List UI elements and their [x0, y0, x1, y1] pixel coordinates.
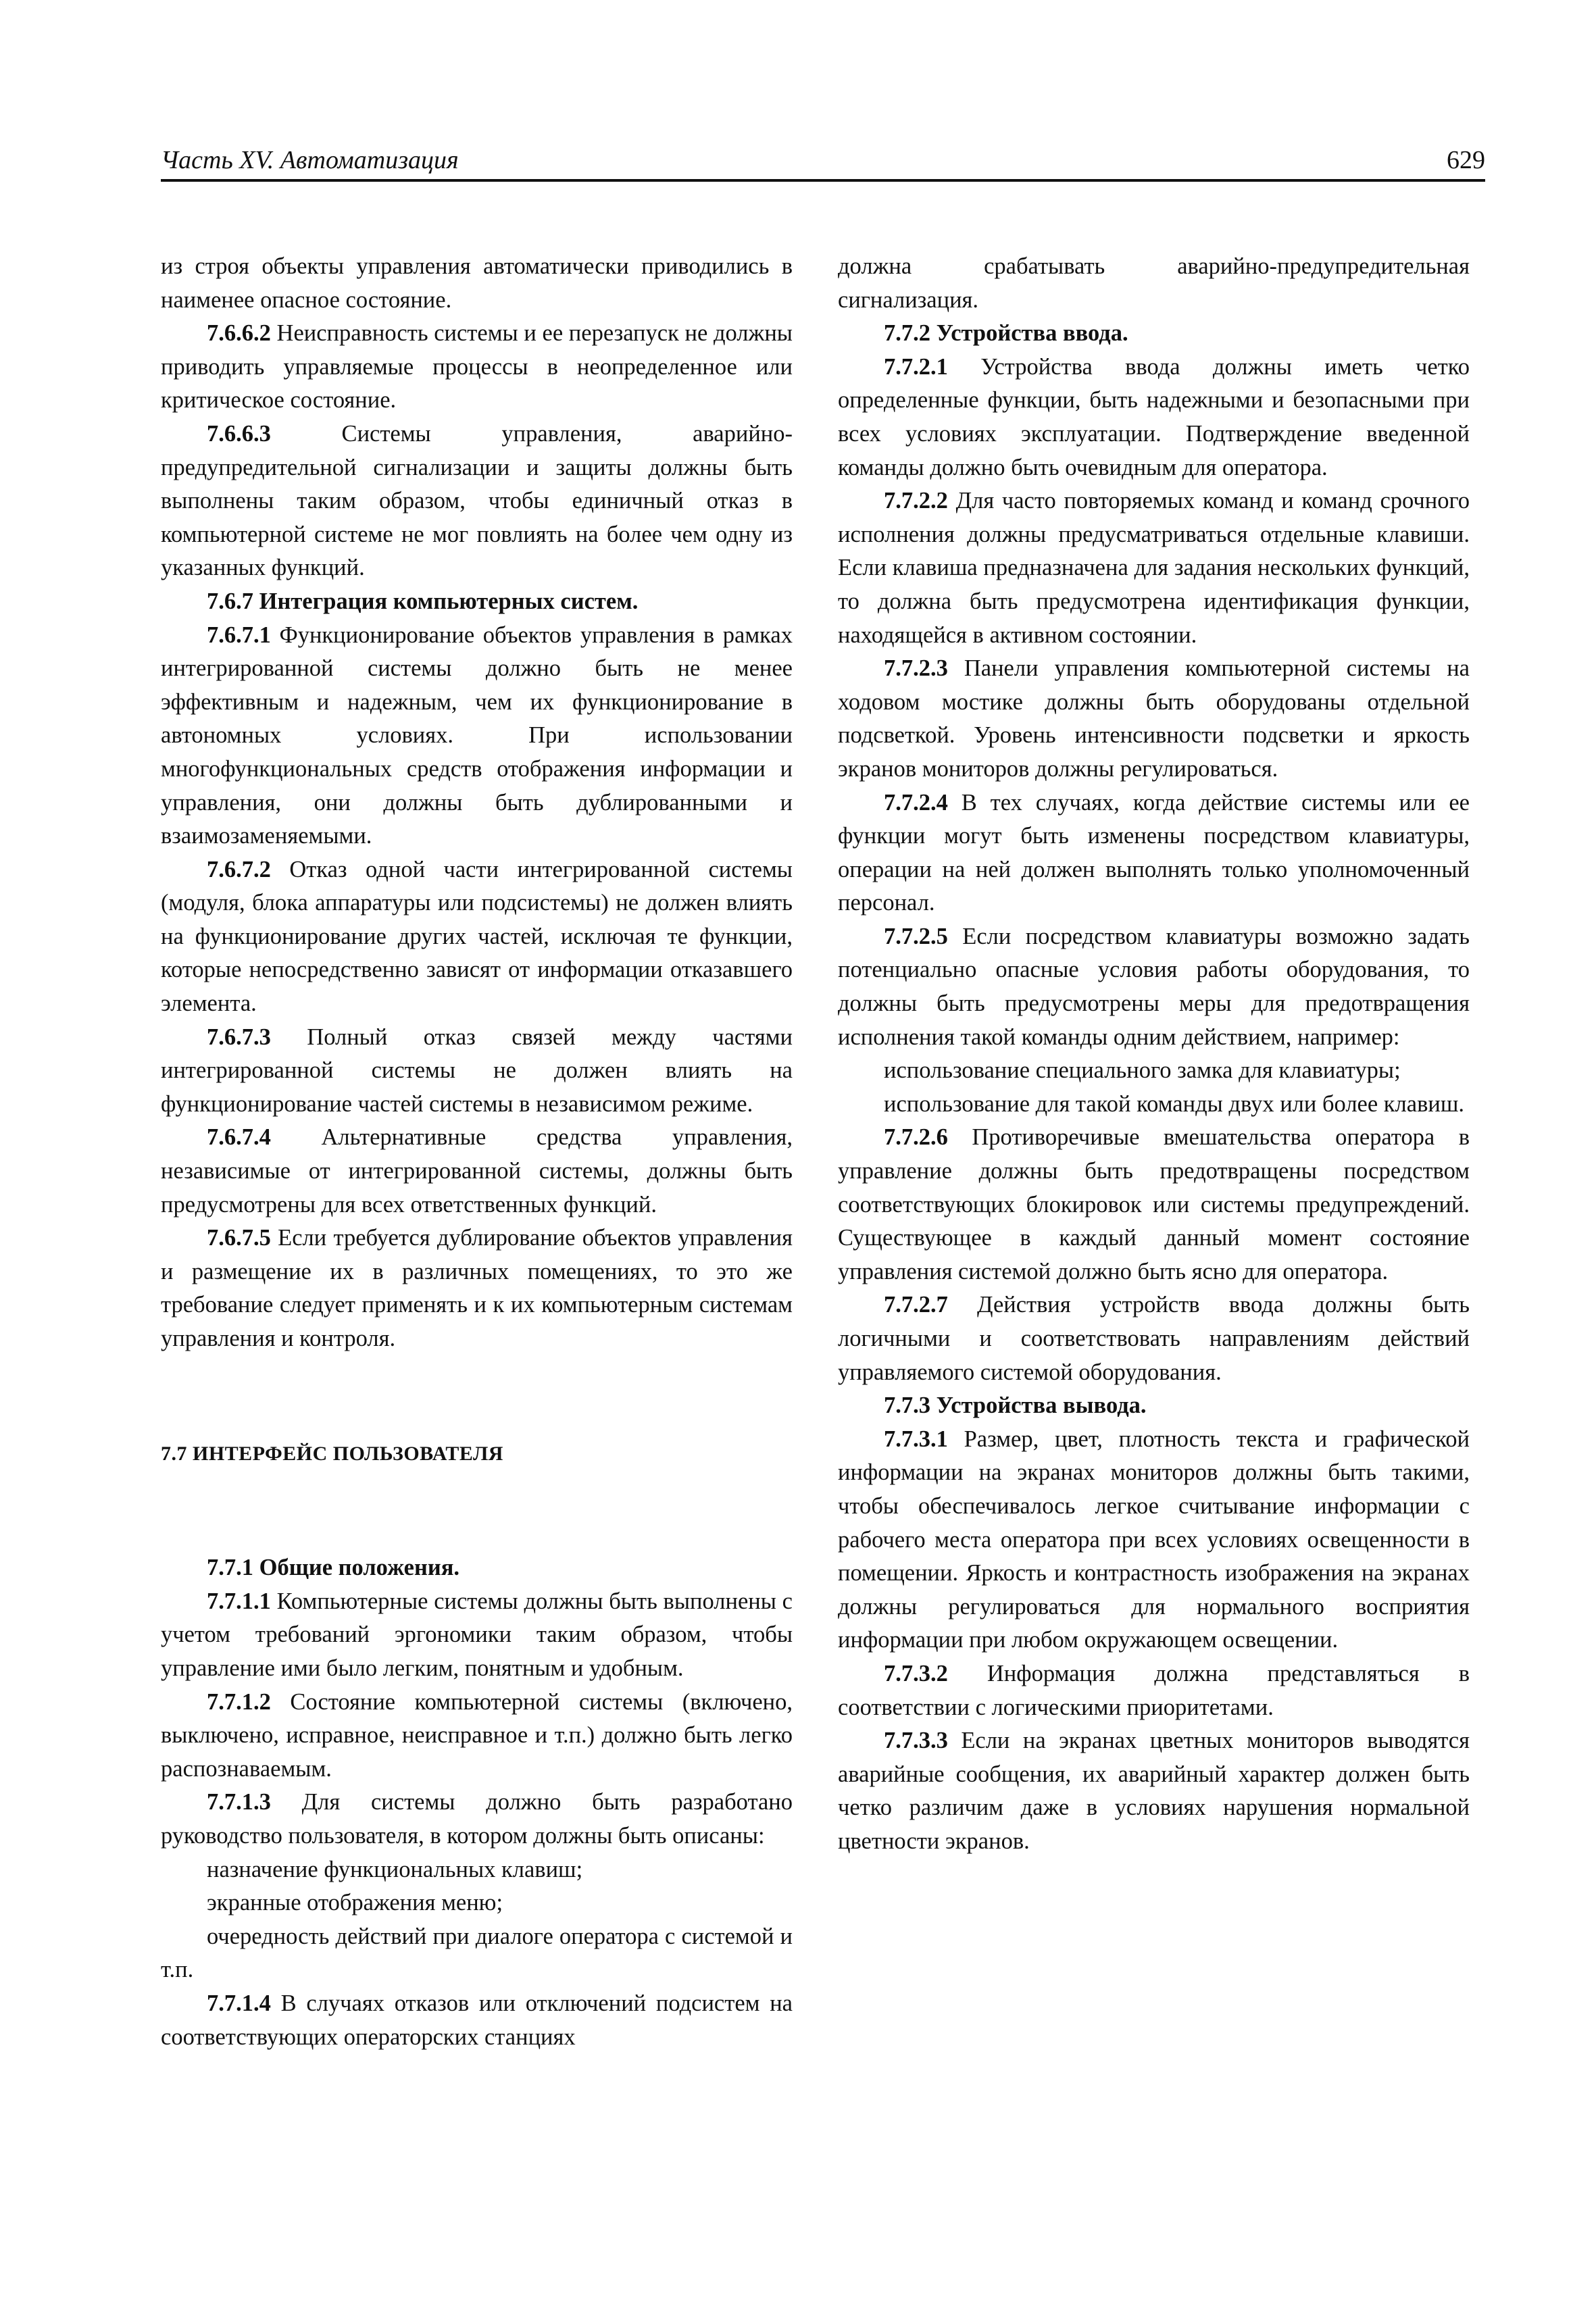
paragraph-7-6-7-1: 7.6.7.1 Функционирование объектов управления в рамках интегрированной системы должно быть не менее эффективным и надежным, чем их функционирование в автономных условиях. При использовании многофункциональных средств отображения информации и управления, они должны быть дублированными и взаимозаменяемыми.	[161, 622, 793, 849]
paragraph: из строя объекты управления автоматически приводились в наименее опасное состояние.	[161, 253, 793, 313]
paragraph-7-7-3-3: 7.7.3.3 Если на экранах цветных мониторов выводятся аварийные сообщения, их аварийный характер должен быть четко различим даже в условиях нарушения нормальной цветности экранов.	[838, 1728, 1470, 1854]
paragraph-7-7-2-5: 7.7.2.5 Если посредством клавиатуры возможно задать потенциально опасные условия работы оборудования, то должны быть предусмотрены меры для предотвращения исполнения такой команды одним действием, например:	[838, 923, 1470, 1050]
list-item: очередность действий при диалоге оператора с системой и т.п.	[161, 1923, 793, 1983]
header-title: Часть XV. Автоматизация	[161, 146, 459, 174]
list-item: назначение функциональных клавиш;	[207, 1856, 583, 1882]
running-header	[161, 139, 1485, 182]
subsection-heading-7-7-3: 7.7.3 Устройства вывода.	[884, 1393, 1147, 1419]
paragraph-7-6-7-2: 7.6.7.2 Отказ одной части интегрированной системы (модуля, блока аппаратуры или подсистемы) не должен влиять на функционирование других частей, исключая те функции, которые непосредственно зависят от информации отказавшего элемента.	[161, 856, 793, 1017]
paragraph-7-6-7-5: 7.6.7.5 Если требуется дублирование объектов управления и размещение их в различных помещениях, то это же требование следует применять и к их компьютерным системам управления и контроля.	[161, 1225, 793, 1351]
paragraph-7-7-1-4: 7.7.1.4 В случаях отказов или отключений подсистем на соответствующих операторских станциях	[161, 1990, 793, 2050]
subsection-heading-7-6-7: 7.6.7 Интеграция компьютерных систем.	[207, 588, 639, 614]
subsection-heading-7-7-2: 7.7.2 Устройства ввода.	[884, 320, 1128, 347]
paragraph-7-7-3-1: 7.7.3.1 Размер, цвет, плотность текста и графической информации на экранах мониторов должны быть такими, чтобы обеспечивалось легкое считывание информации с рабочего места оператора при всех условиях освещенности в помещении. Яркость и контрастность изображения на экранах должны регулироваться для нормального восприятия информации при любом окружающем освещении.	[838, 1426, 1470, 1653]
right-column	[838, 250, 1470, 1859]
list-item: использование для такой команды двух или более клавиш.	[884, 1091, 1465, 1117]
left-column	[161, 250, 793, 2054]
paragraph-7-6-7-3: 7.6.7.3 Полный отказ связей между частями интегрированной системы не должен влиять на функционирование частей системы в независимом режиме.	[161, 1024, 793, 1117]
paragraph-7-7-1-2: 7.7.1.2 Состояние компьютерной системы (включено, выключено, исправное, неисправное и т.п.) должно быть легко распознаваемым.	[161, 1688, 793, 1782]
paragraph-7-6-6-3: 7.6.6.3 Системы управления, аварийно-предупредительной сигнализации и защиты должны быть выполнены таким образом, чтобы единичный отказ в компьютерной системе не мог повлиять на более чем одну из указанных функций.	[161, 420, 793, 581]
paragraph-7-7-3-2: 7.7.3.2 Информация должна представляться в соответствии с логическими приоритетами.	[838, 1660, 1470, 1720]
subsection-heading-7-7-1: 7.7.1 Общие положения.	[207, 1555, 459, 1581]
section-title-7-7: 7.7 ИНТЕРФЕЙС ПОЛЬЗОВАТЕЛЯ	[161, 1442, 503, 1465]
paragraph-7-7-2-3: 7.7.2.3 Панели управления компьютерной системы на ходовом мостике должны быть оборудованы отдельной подсветкой. Уровень интенсивности подсветки и яркость экранов мониторов должны регулироваться.	[838, 655, 1470, 782]
list-item: использование специального замка для клавиатуры;	[884, 1057, 1401, 1084]
paragraph-7-7-1-3: 7.7.1.3 Для системы должно быть разработано руководство пользователя, в котором должны быть описаны:	[161, 1789, 793, 1849]
paragraph-7-7-2-7: 7.7.2.7 Действия устройств ввода должны быть логичными и соответствовать направлениям действий управляемого системой оборудования.	[838, 1292, 1470, 1385]
paragraph-7-7-2-2: 7.7.2.2 Для часто повторяемых команд и команд срочного исполнения должны предусматриваться отдельные клавиши. Если клавиша предназначена для задания нескольких функций, то должна быть предусмотрена идентификация функции, находящейся в активном состоянии.	[838, 488, 1470, 648]
paragraph-7-6-6-2: 7.6.6.2 Неисправность системы и ее перезапуск не должны приводить управляемые процессы в неопределенное или критическое состояние.	[161, 320, 793, 413]
paragraph-7-7-2-4: 7.7.2.4 В тех случаях, когда действие системы или ее функции могут быть изменены посредством клавиатуры, операции на ней должен выполнять только уполномоченный персонал.	[838, 789, 1470, 916]
paragraph: должна срабатывать аварийно-предупредительная сигнализация.	[838, 253, 1470, 313]
list-item: экранные отображения меню;	[207, 1890, 503, 1916]
paragraph-7-7-2-1: 7.7.2.1 Устройства ввода должны иметь четко определенные функции, быть надежными и безопасными при всех условиях эксплуатации. Подтверждение введенной команды должно быть очевидным для оператора.	[838, 353, 1470, 480]
paragraph-7-7-2-6: 7.7.2.6 Противоречивые вмешательства оператора в управление должны быть предотвращены посредством соответствующих блокировок или системы предупреждений. Существующее в каждый данный момент состояние управления системой должно быть ясно для оператора.	[838, 1124, 1470, 1284]
paragraph-7-6-7-4: 7.6.7.4 Альтернативные средства управления, независимые от интегрированной системы, должны быть предусмотрены для всех ответственных функций.	[161, 1124, 793, 1218]
page-number: 629	[1447, 146, 1485, 174]
paragraph-7-7-1-1: 7.7.1.1 Компьютерные системы должны быть выполнены с учетом требований эргономики таким образом, чтобы управление ими было легким, понятным и удобным.	[161, 1588, 793, 1681]
